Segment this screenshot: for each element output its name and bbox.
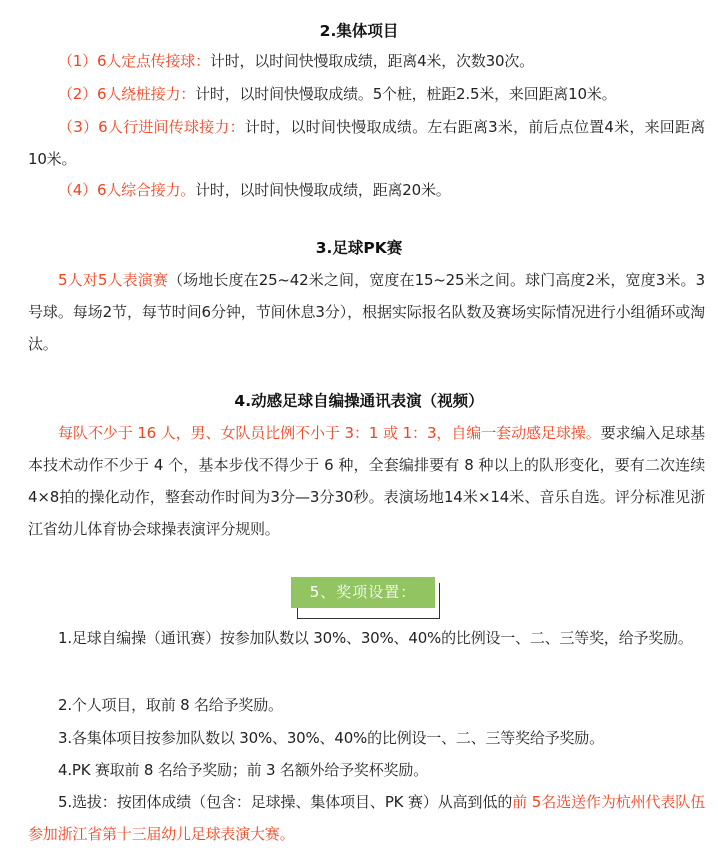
section-2-item-2	[28, 78, 705, 110]
item-label: （4）6人综合接力。	[58, 181, 196, 199]
section-4-heading: 4.动感足球自编操通讯表演（视频）	[234, 392, 484, 410]
body-text: （场地长度在25~42米之间，宽度在15~25米之间。球门高度2米，宽度3米。3号球。每场2节，每节时间6分钟，节间休息3分），根据实际报名队数及赛场实际情况进行小组循环或淘汰。	[28, 271, 705, 353]
body-text: 5.选拔：按团体成绩（包含：足球操、集体项目、PK 赛）从高到低的	[58, 793, 513, 811]
item-text: 计时，以时间快慢取成绩，距离20米。	[195, 181, 451, 199]
item-text: 计时，以时间快慢取成绩。5个桩，桩距2.5米，来回距离10米。	[195, 85, 617, 103]
section-3-heading: 3.足球PK赛	[315, 239, 403, 257]
section-4-paragraph	[28, 417, 705, 545]
section-5-heading-badge	[291, 577, 439, 620]
section-2-item-4	[28, 174, 705, 206]
body-text: 要求编入足球基本技术动作不少于 4 个，基本步伐不得少于 6 种，全套编排要有 8 种以上的队形变化，要有二次连续4×8拍的操化动作，整套动作时间为3分—3分30秒。表演场地14米×14米、音乐自选。评分标准见浙江省幼儿体育协会球操表演评分规则。	[28, 424, 705, 538]
highlight-text: 5人对5人表演赛	[58, 271, 169, 289]
item-text: 计时，以时间快慢取成绩。左右距离3米，前后点位置4米，来回距离10米。	[28, 118, 705, 168]
award-item-2: 2.个人项目，取前 8 名给予奖励。	[58, 696, 283, 714]
award-item-4: 4.PK 赛取前 8 名给予奖励；前 3 名额外给予奖杯奖励。	[58, 761, 428, 779]
section-3-paragraph	[28, 264, 705, 360]
item-label: （2）6人绕桩接力：	[58, 85, 196, 103]
section-2-item-3	[28, 111, 705, 175]
section-2-item-1	[28, 45, 705, 77]
item-label: （1）6人定点传接球：	[58, 52, 210, 70]
award-item-5	[28, 786, 705, 850]
item-text: 计时，以时间快慢取成绩，距离4米，次数30次。	[209, 52, 534, 70]
highlight-text: 前 5名选送作为杭州代表队伍参加浙江省第十三届幼儿足球表演大赛。	[28, 793, 705, 843]
highlight-text: 每队不少于 16 人，男、女队员比例不小于 3：1 或 1：3，自编一套动感足球操。	[58, 424, 601, 442]
award-item-3: 3.各集体项目按参加队数以 30%、30%、40%的比例设一、二、三等奖给予奖励。	[58, 729, 604, 747]
item-label: （3）6人行进间传球接力：	[58, 118, 245, 136]
section-2-heading: 2.集体项目	[319, 22, 399, 40]
section-5-heading: 5、奖项设置：	[291, 577, 435, 608]
award-item-1: 1.足球自编操（通讯赛）按参加队数以 30%、30%、40%的比例设一、二、三等奖，给予奖励。	[58, 629, 693, 647]
